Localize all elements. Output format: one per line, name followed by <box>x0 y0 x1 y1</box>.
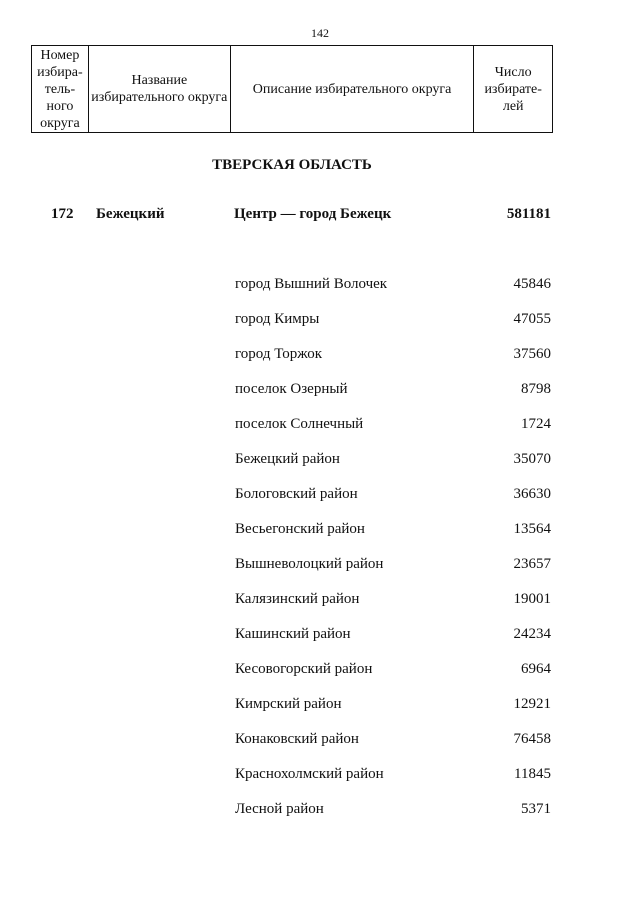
list-item <box>0 346 640 381</box>
entry-count: 11845 <box>514 766 551 782</box>
entry-name: Калязинский район <box>235 591 360 607</box>
entry-name: Бежецкий район <box>235 451 340 467</box>
list-item <box>0 486 640 521</box>
entry-name: Кесовогорский район <box>235 661 373 677</box>
region-title: ТВЕРСКАЯ ОБЛАСТЬ <box>212 157 372 173</box>
entry-name: Лесной район <box>235 801 324 817</box>
header-description-cell: Описание избирательного округа <box>230 46 474 133</box>
header-table <box>31 45 553 133</box>
list-item <box>0 311 640 346</box>
entry-count: 45846 <box>513 276 551 292</box>
entry-name: поселок Озерный <box>235 381 348 397</box>
list-item <box>0 626 640 661</box>
district-number: 172 <box>51 206 74 222</box>
entry-name: город Торжок <box>235 346 323 362</box>
entry-count: 19001 <box>513 591 551 607</box>
entry-name: Бологовский район <box>235 486 358 502</box>
entry-count: 47055 <box>513 311 551 327</box>
entry-count: 13564 <box>513 521 551 537</box>
list-item <box>0 556 640 591</box>
list-item <box>0 801 640 836</box>
entry-name: город Вышний Волочек <box>235 276 388 292</box>
entry-count: 76458 <box>513 731 551 747</box>
district-center: Центр — город Бежецк <box>234 206 392 222</box>
header-voters-cell: Число избирате-лей <box>474 46 553 133</box>
entry-count: 6964 <box>521 661 551 677</box>
entry-count: 8798 <box>521 381 551 397</box>
header-row <box>32 46 553 133</box>
entry-count: 36630 <box>513 486 551 502</box>
entry-name: поселок Солнечный <box>235 416 364 432</box>
entry-name: Конаковский район <box>235 731 359 747</box>
list-item <box>0 451 640 486</box>
list-item <box>0 591 640 626</box>
entry-count: 1724 <box>521 416 551 432</box>
entry-count: 35070 <box>513 451 551 467</box>
header-number-cell: Номер избира-тель-ного округа <box>32 46 89 133</box>
list-item <box>0 381 640 416</box>
list-item <box>0 521 640 556</box>
entry-count: 37560 <box>513 346 551 362</box>
district-name: Бежецкий <box>96 206 165 222</box>
entry-name: Кашинский район <box>235 626 351 642</box>
list-item <box>0 276 640 311</box>
list-item <box>0 766 640 801</box>
entry-name: Весьегонский район <box>235 521 365 537</box>
entry-name: Краснохолмский район <box>235 766 384 782</box>
page-number: 142 <box>311 26 329 40</box>
list-item <box>0 416 640 451</box>
list-item <box>0 731 640 766</box>
list-item <box>0 661 640 696</box>
entry-count: 24234 <box>513 626 551 642</box>
entry-name: Кимрский район <box>235 696 342 712</box>
entry-name: город Кимры <box>235 311 320 327</box>
district-total: 581181 <box>506 206 551 222</box>
entry-count: 23657 <box>513 556 551 572</box>
district-row <box>0 206 640 226</box>
entry-count: 12921 <box>513 696 551 712</box>
header-name-cell: Название избирательного округа <box>88 46 230 133</box>
entry-name: Вышневолоцкий район <box>235 556 384 572</box>
entry-count: 5371 <box>521 801 551 817</box>
list-item <box>0 696 640 731</box>
entries-list <box>0 276 640 836</box>
